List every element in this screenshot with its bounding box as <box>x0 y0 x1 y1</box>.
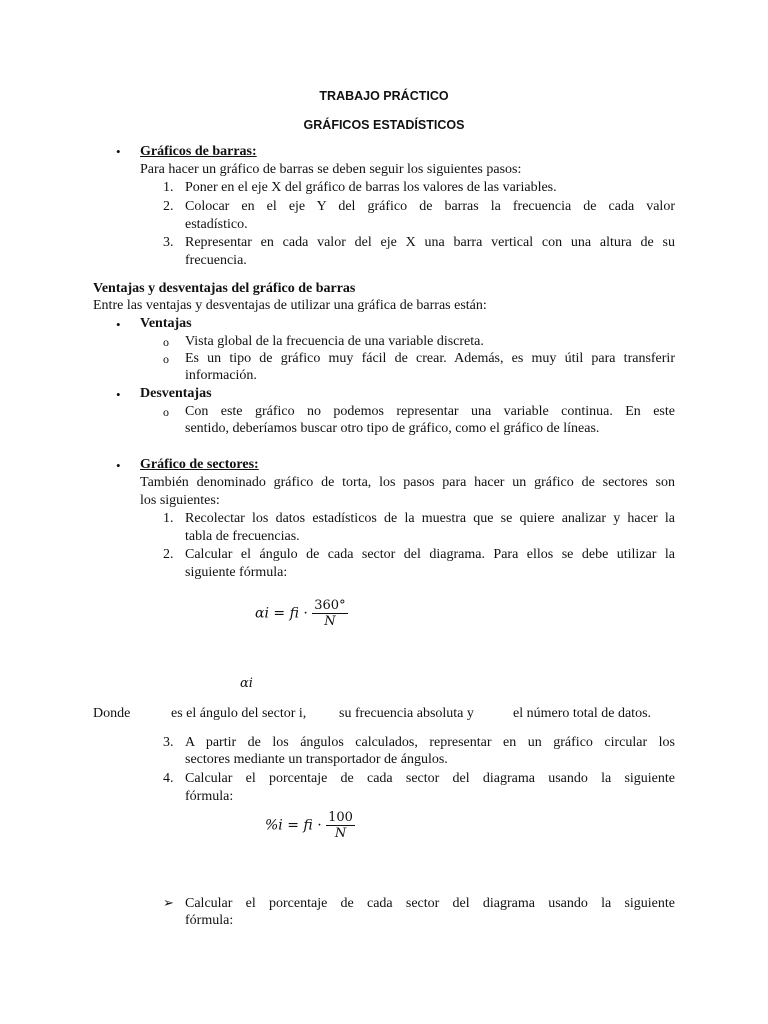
list-item-text-cont: tabla de frecuencias. <box>185 529 300 544</box>
section-intro-sectores-cont: los siguientes: <box>140 493 220 508</box>
ventaja-item: Es un tipo de gráfico muy fácil de crear. Además, es muy útil para transferir <box>185 351 675 366</box>
list-item-text: Colocar en el eje Y del gráfico de barras la frecuencia de cada valor <box>185 199 675 214</box>
bullet-icon: • <box>116 387 121 402</box>
ventajas-label: Ventajas <box>140 316 192 331</box>
list-item-text: Recolectar los datos estadísticos de la muestra que se quiere analizar y hacer la <box>185 511 675 526</box>
formula-fraction <box>312 598 347 629</box>
ventaja-item-cont: información. <box>185 368 257 383</box>
formula-numerator: 360° <box>314 598 346 613</box>
list-item-text: Calcular el ángulo de cada sector del diagrama. Para ellos se debe utilizar la <box>185 547 675 562</box>
section-heading-sectores: Gráfico de sectores: <box>140 457 259 472</box>
list-item-text-cont: siguiente fórmula: <box>185 565 288 580</box>
list-number: 1. <box>163 511 174 526</box>
desventaja-item-cont: sentido, deberíamos buscar otro tipo de gráfico, como el gráfico de líneas. <box>185 421 600 436</box>
formula-denominator: N <box>312 613 347 629</box>
bullet-icon: • <box>116 144 121 159</box>
document-subtitle: GRÁFICOS ESTADÍSTICOS <box>303 118 465 132</box>
list-number: 4. <box>163 771 174 786</box>
sub-bullet-icon: o <box>163 352 169 366</box>
list-item-text: A partir de los ángulos calculados, representar en un gráfico circular los <box>185 735 675 750</box>
list-item-text-cont: estadístico. <box>185 217 248 232</box>
bullet-icon: • <box>116 458 121 473</box>
desventaja-item: Con este gráfico no podemos representar una variable continua. En este <box>185 404 675 419</box>
sub-bullet-icon: o <box>163 335 169 349</box>
final-item-text-cont: fórmula: <box>185 913 234 928</box>
angle-formula <box>255 598 348 629</box>
section-heading-barras: Gráficos de barras: <box>140 144 257 159</box>
list-item-text-cont: sectores mediante un transportador de ángulos. <box>185 752 448 767</box>
formula-fraction <box>326 810 355 841</box>
section-intro-barras: Para hacer un gráfico de barras se deben seguir los siguientes pasos: <box>140 162 522 177</box>
formula-denominator: N <box>326 825 355 841</box>
list-number: 3. <box>163 235 174 250</box>
section-intro-ventajas-desventajas: Entre las ventajas y desventajas de utilizar una gráfica de barras están: <box>93 298 487 313</box>
list-item-text-cont: frecuencia. <box>185 253 247 268</box>
donde-total-text: el número total de datos. <box>513 706 652 721</box>
sub-bullet-icon: o <box>163 405 169 419</box>
list-item-text: Calcular el porcentaje de cada sector del diagrama usando la siguiente <box>185 771 675 786</box>
list-item-text-cont: fórmula: <box>185 789 234 804</box>
donde-frequency-text: su frecuencia absoluta y <box>339 706 474 721</box>
ventaja-item: Vista global de la frecuencia de una variable discreta. <box>185 334 484 349</box>
percentage-formula <box>265 810 355 841</box>
arrow-bullet-icon: ➢ <box>163 896 174 911</box>
list-number: 2. <box>163 199 174 214</box>
final-item-text: Calcular el porcentaje de cada sector del diagrama usando la siguiente <box>185 896 675 911</box>
formula-lhs: %i = fi · <box>265 817 322 834</box>
list-item-text: Representar en cada valor del eje X una barra vertical con una altura de su <box>185 235 675 250</box>
bullet-icon: • <box>116 317 121 332</box>
donde-word: Donde <box>93 706 131 721</box>
section-heading-ventajas-desventajas: Ventajas y desventajas del gráfico de barras <box>93 281 356 296</box>
section-intro-sectores: También denominado gráfico de torta, los pasos para hacer un gráfico de sectores son <box>140 475 675 490</box>
alpha-symbol: αi <box>240 676 253 691</box>
list-item-text: Poner en el eje X del gráfico de barras los valores de las variables. <box>185 180 557 195</box>
formula-lhs: αi = fi · <box>255 605 308 622</box>
list-number: 1. <box>163 180 174 195</box>
list-number: 3. <box>163 735 174 750</box>
donde-angle-text: es el ángulo del sector i, <box>171 706 307 721</box>
list-number: 2. <box>163 547 174 562</box>
document-title: TRABAJO PRÁCTICO <box>319 89 449 103</box>
formula-numerator: 100 <box>328 810 353 825</box>
desventajas-label: Desventajas <box>140 386 212 401</box>
